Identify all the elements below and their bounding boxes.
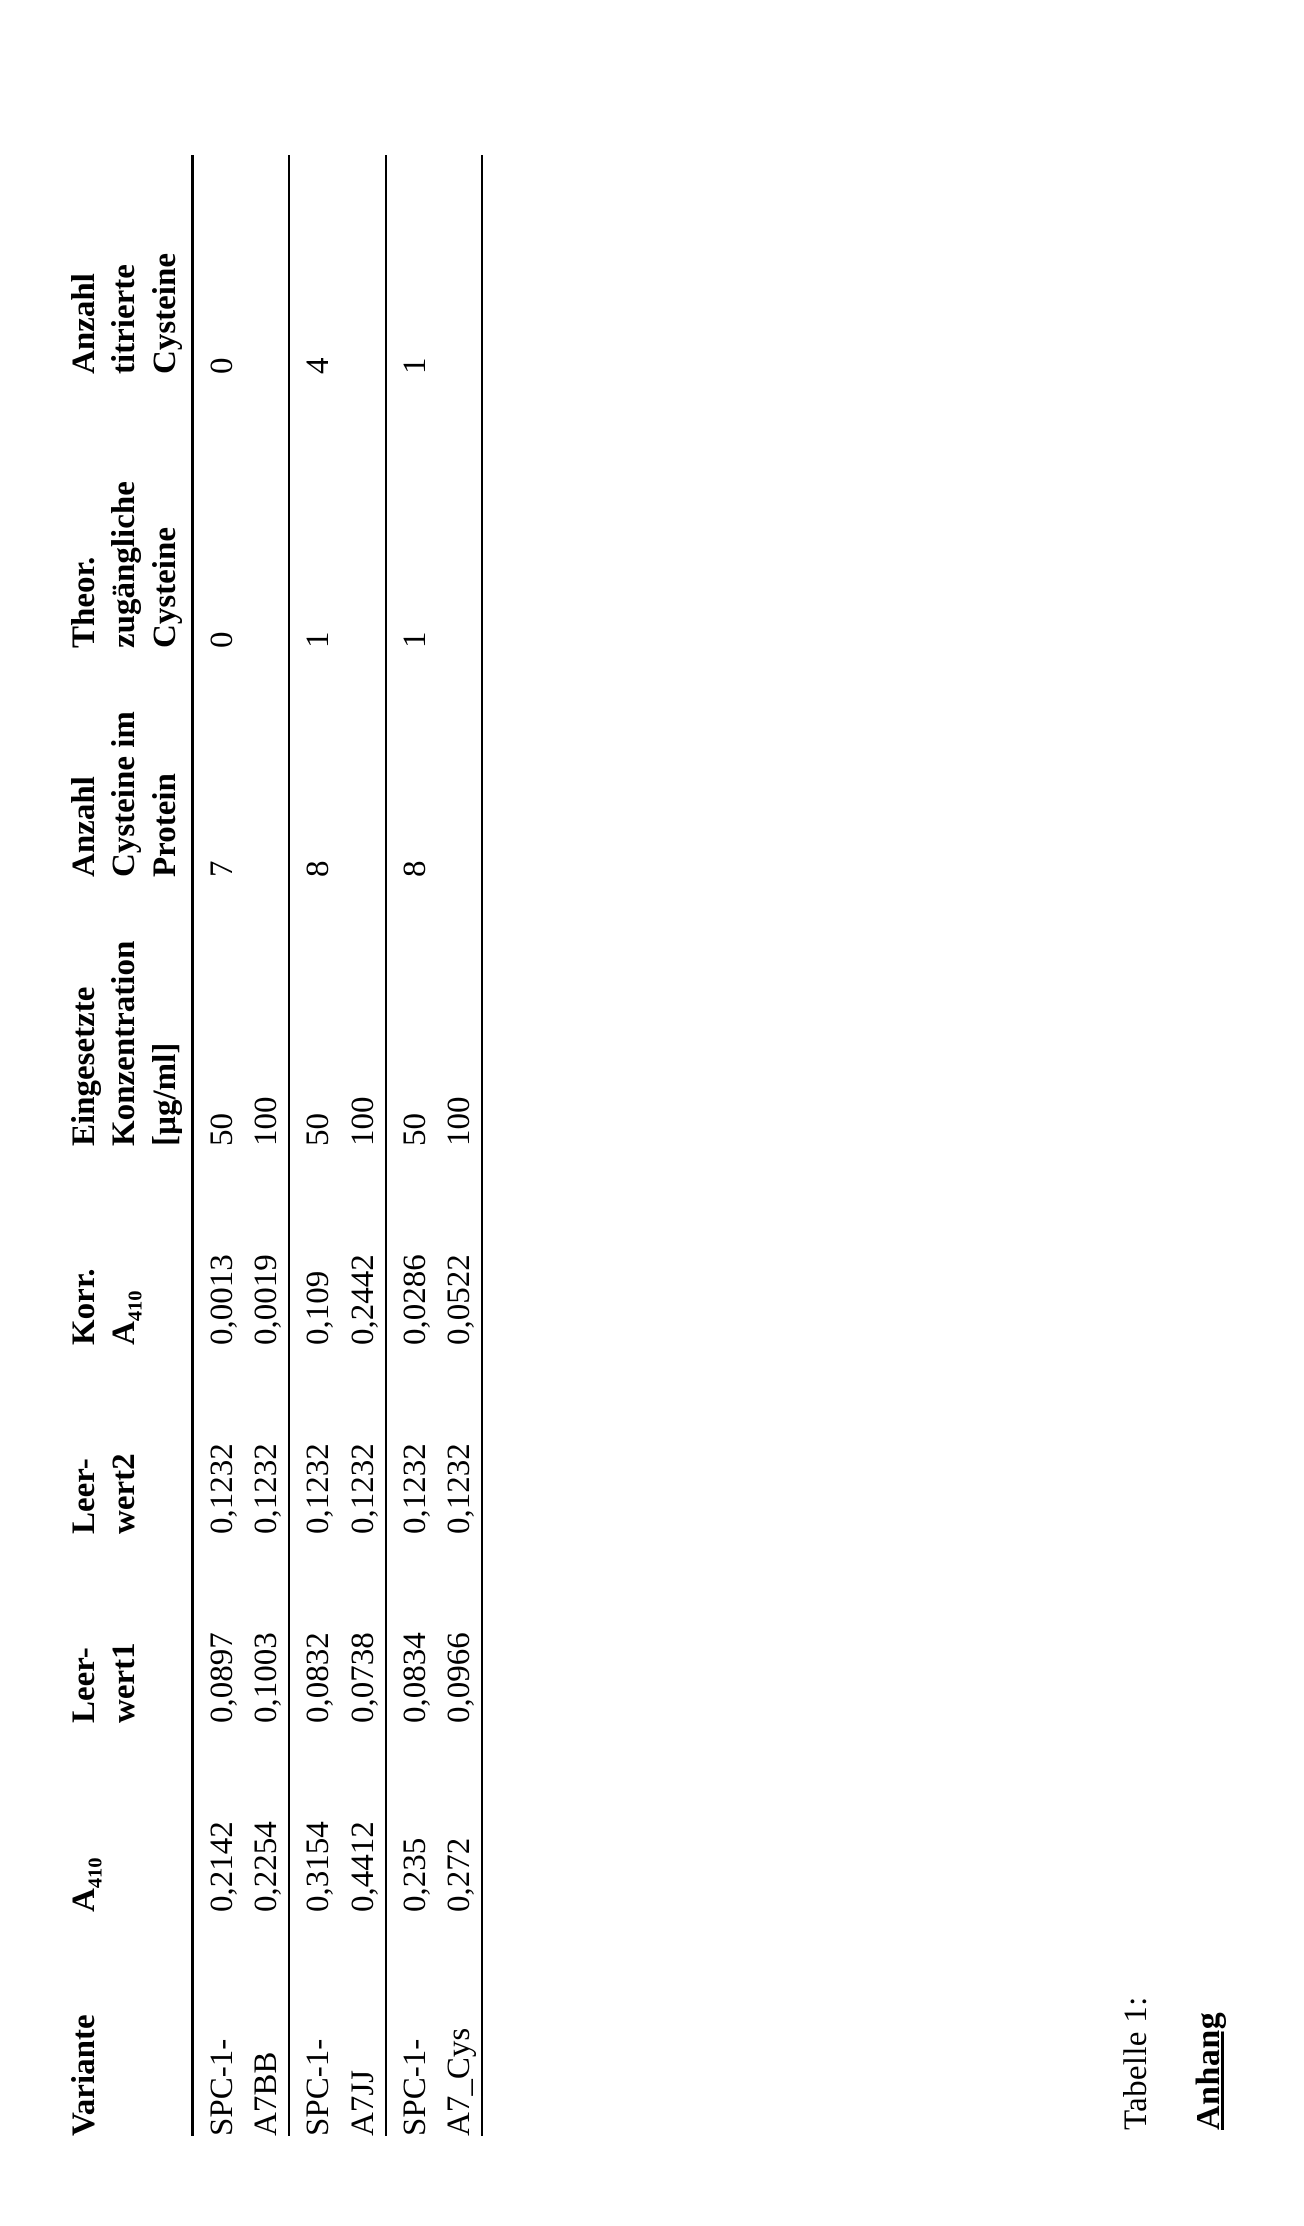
header-theor-zugaenglich [62,374,192,648]
cell-leerwert2: 0,1232 [244,1345,289,1534]
cell-konzentration: 100 [437,877,482,1146]
header-anzahl-cysteine-line3: Protein [146,773,183,877]
header-theor-line3: Cysteine [146,527,183,648]
table-row [437,155,482,2136]
cell-variante: A7JJ [341,1912,386,2136]
cell-a410: 0,272 [437,1723,482,1912]
table-row [341,155,386,2136]
header-leerwert1 [62,1534,192,1723]
cell-theor-zugaenglich: 1 [396,631,433,648]
cell-anzahl-titriert [244,155,289,374]
header-anzahl-cysteine-line1: Anzahl [66,776,102,877]
cell-variante: SPC-1- [396,2038,433,2136]
cell-theor-zugaenglich: 1 [300,631,337,648]
table-header-row [62,155,192,2136]
cell-anzahl-titriert [437,155,482,374]
cell-korr-a410: 0,0013 [203,1254,240,1345]
header-a410 [62,1723,192,1912]
header-leerwert1-line2: wert1 [106,1642,143,1723]
cell-leerwert1: 0,0897 [203,1632,240,1723]
header-konzentration [62,877,192,1146]
cell-anzahl-cysteine: 8 [300,860,337,877]
header-leerwert2 [62,1345,192,1534]
header-theor-line1: Theor. [66,556,102,648]
cell-leerwert1: 0,0832 [300,1632,337,1723]
cell-anzahl-titriert: 1 [396,357,433,374]
cell-variante: SPC-1- [203,2038,240,2136]
header-konzentration-line3: [µg/ml] [146,1042,183,1146]
header-variante [62,1912,192,2136]
cell-anzahl-cysteine: 7 [203,860,240,877]
cell-anzahl-cysteine [437,648,482,877]
header-korr-a410 [62,1146,192,1345]
data-table [62,155,483,2136]
cell-korr-a410: 0,0522 [437,1146,482,1345]
header-korr-line2: $A_{410}$ [106,1290,147,1345]
cell-konzentration: 50 [396,1113,433,1146]
cell-theor-zugaenglich [437,374,482,648]
page-heading: Anhang [1190,2011,1227,2130]
cell-a410: 0,4412 [341,1723,386,1912]
cell-a410: 0,2142 [203,1821,240,1912]
header-titriert-line1: Anzahl [66,273,102,374]
cell-korr-a410: 0,2442 [341,1146,386,1345]
cell-leerwert1: 0,1003 [244,1534,289,1723]
cell-leerwert2: 0,1232 [300,1443,337,1534]
header-konzentration-line1: Eingesetzte [66,986,102,1146]
cell-korr-a410: 0,0286 [396,1254,433,1345]
cell-anzahl-cysteine [341,648,386,877]
table-caption: Tabelle 1: [1118,1996,1154,2130]
header-leerwert1-line1: Leer- [66,1647,102,1723]
cell-a410: 0,235 [396,1837,433,1912]
header-anzahl-cysteine [62,648,192,877]
cell-konzentration: 100 [341,877,386,1146]
cell-leerwert2: 0,1232 [396,1443,433,1534]
header-leerwert2-line2: wert2 [106,1453,143,1534]
header-konzentration-line2: Konzentration [106,940,143,1146]
cell-variante: A7BB [244,1912,289,2136]
header-anzahl-titriert [62,155,192,374]
cell-anzahl-cysteine [244,648,289,877]
table-row [386,155,437,2136]
cell-variante: SPC-1- [300,2038,337,2136]
cell-a410: 0,2254 [244,1723,289,1912]
header-titriert-line2: titrierte [106,264,143,374]
scan-edge [0,0,6,2226]
header-variante-line1: Variante [66,2014,102,2136]
cell-konzentration: 50 [300,1113,337,1146]
cell-leerwert1: 0,0834 [396,1632,433,1723]
table-row [192,155,244,2136]
cell-theor-zugaenglich [244,374,289,648]
table-body [192,155,482,2136]
header-leerwert2-line1: Leer- [66,1458,102,1534]
cell-leerwert2: 0,1232 [437,1345,482,1534]
cell-anzahl-titriert: 4 [300,357,337,374]
header-anzahl-cysteine-line2: Cysteine im [106,711,143,877]
table-row [289,155,340,2136]
cell-variante: A7_Cys [437,1912,482,2136]
cell-korr-a410: 0,0019 [244,1146,289,1345]
cell-anzahl-titriert: 0 [203,357,240,374]
cell-theor-zugaenglich: 0 [203,631,240,648]
header-theor-line2: zugängliche [106,481,143,648]
table-header [62,155,192,2136]
cell-a410: 0,3154 [300,1821,337,1912]
cell-konzentration: 100 [244,877,289,1146]
cell-leerwert1: 0,0966 [437,1534,482,1723]
cell-anzahl-titriert [341,155,386,374]
cell-theor-zugaenglich [341,374,386,648]
cell-leerwert2: 0,1232 [203,1443,240,1534]
cell-leerwert1: 0,0738 [341,1534,386,1723]
table-row [244,155,289,2136]
cell-korr-a410: 0,109 [300,1270,337,1345]
header-titriert-line3: Cysteine [146,253,183,374]
header-a410-line1: $A_{410}$ [66,1857,107,1912]
cell-konzentration: 50 [203,1113,240,1146]
header-korr-line1: Korr. [66,1268,102,1345]
cell-anzahl-cysteine: 8 [396,860,433,877]
cell-leerwert2: 0,1232 [341,1345,386,1534]
